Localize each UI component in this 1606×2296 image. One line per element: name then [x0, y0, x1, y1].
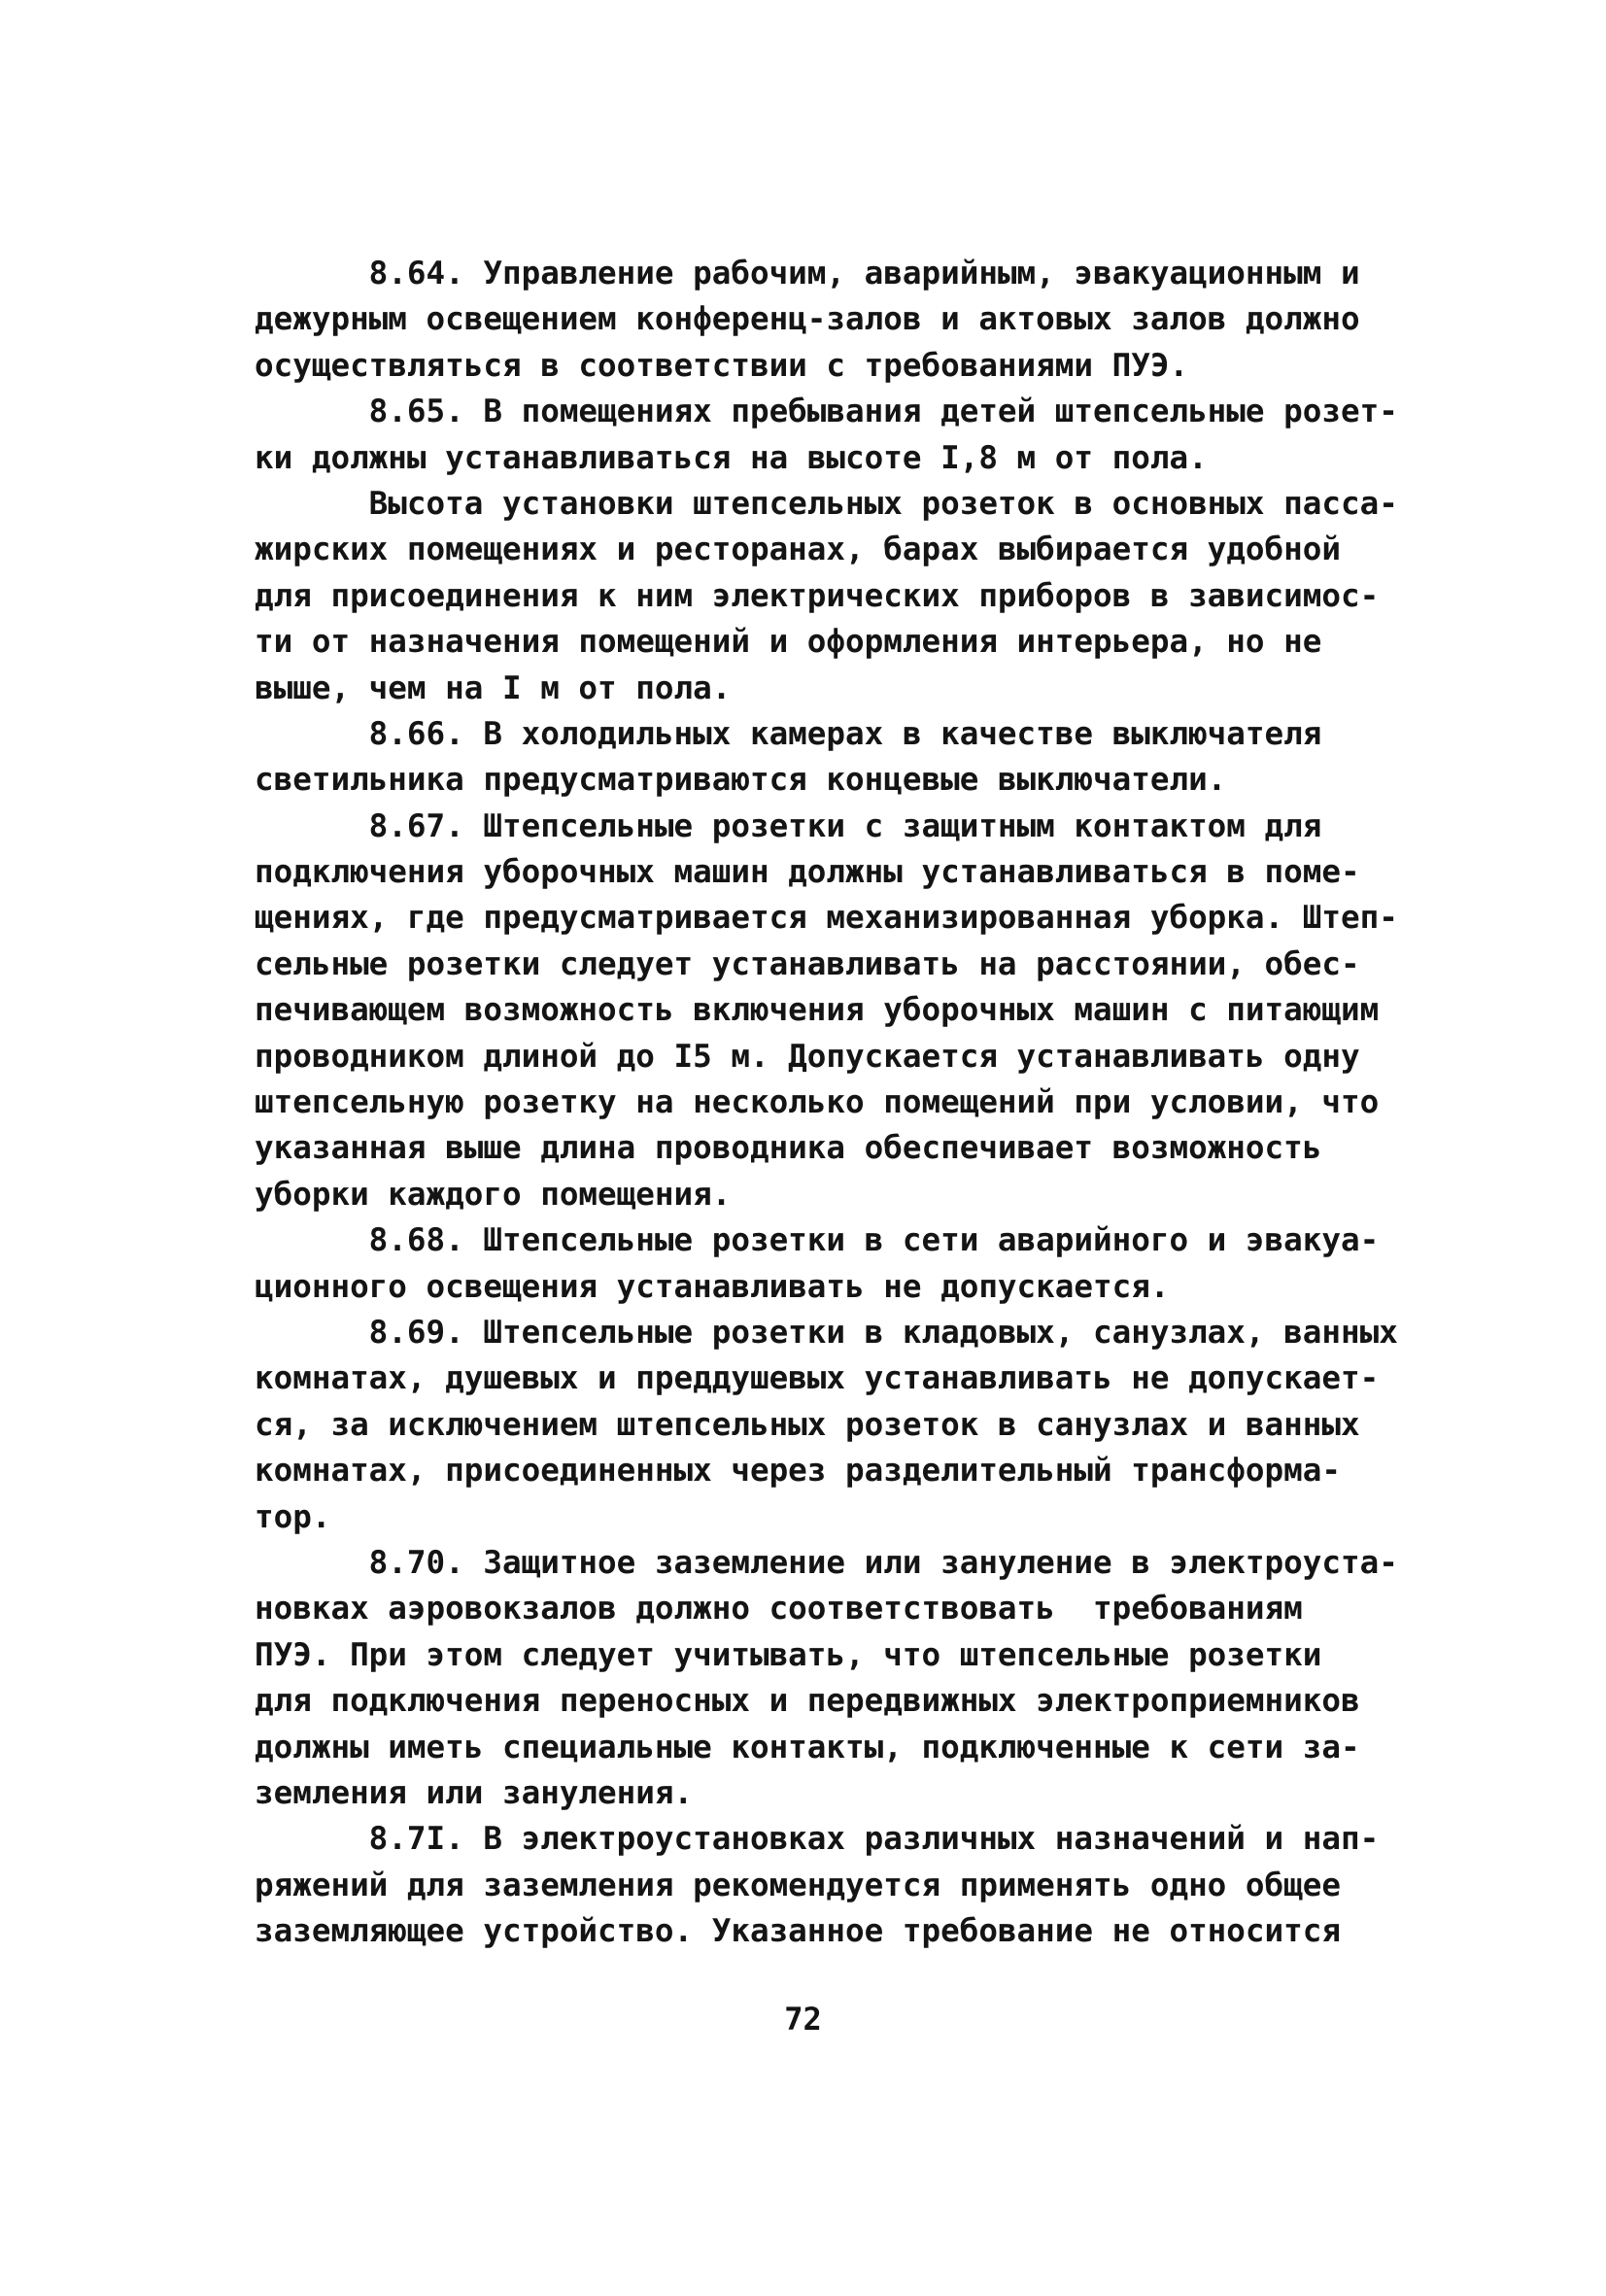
text-line: тор.: [255, 1497, 331, 1535]
page-number: 72: [784, 2001, 822, 2038]
text-line: щениях, где предусматривается механизированная уборка. Штеп-: [255, 899, 1398, 937]
text-line: заземляющее устройство. Указанное требование не относится: [255, 1912, 1341, 1950]
text-line: для присоединения к ним электрических приборов в зависимос-: [255, 576, 1380, 614]
text-line: 8.70. Защитное заземление или зануление в электроуста-: [255, 1543, 1398, 1581]
text-line: 8.68. Штепсельные розетки в сети аварийного и эвакуа-: [255, 1221, 1380, 1259]
text-line: выше, чем на I м от пола.: [255, 668, 732, 706]
text-line: 8.64. Управление рабочим, аварийным, эвакуационным и: [255, 255, 1360, 291]
text-line: печивающем возможность включения уборочных машин с питающим: [255, 991, 1380, 1029]
text-line: комнатах, присоединенных через разделительный трансформа-: [255, 1452, 1341, 1490]
body-text: [255, 251, 1398, 1954]
text-line: должны иметь специальные контакты, подключенные к сети за-: [255, 1728, 1360, 1765]
text-line: уборки каждого помещения.: [255, 1175, 732, 1213]
text-line: жирских помещениях и ресторанах, барах выбирается удобной: [255, 531, 1341, 568]
text-line: ти от назначения помещений и оформления интерьера, но не: [255, 623, 1322, 661]
text-line: для подключения переносных и передвижных электроприемников: [255, 1682, 1360, 1720]
text-line: 8.65. В помещениях пребывания детей штепсельные розет-: [255, 393, 1398, 430]
text-line: сельные розетки следует устанавливать на расстоянии, обес-: [255, 944, 1360, 982]
text-line: 8.69. Штепсельные розетки в кладовых, санузлах, ванных: [255, 1313, 1398, 1351]
text-line: светильника предусматриваются концевые выключатели.: [255, 761, 1227, 799]
text-line: указанная выше длина проводника обеспечивает возможность: [255, 1129, 1322, 1167]
text-line: дежурным освещением конференц-залов и актовых залов должно: [255, 300, 1360, 338]
text-line: земления или зануления.: [255, 1773, 694, 1811]
text-line: Высота установки штепсельных розеток в основных пасса-: [255, 484, 1398, 522]
text-line: комнатах, душевых и преддушевых устанавливать не допускает-: [255, 1359, 1380, 1397]
text-line: ряжений для заземления рекомендуется применять одно общее: [255, 1866, 1341, 1903]
text-line: подключения уборочных машин должны устанавливаться в поме-: [255, 853, 1360, 891]
text-line: новках аэровокзалов должно соответствовать требованиям: [255, 1590, 1303, 1628]
text-line: ПУЭ. При этом следует учитывать, что штепсельные розетки: [255, 1635, 1322, 1673]
text-line: ционного освещения устанавливать не допускается.: [255, 1267, 1170, 1305]
text-line: осуществляться в соответствии с требованиями ПУЭ.: [255, 346, 1189, 384]
text-line: 8.7I. В электроустановках различных назначений и нап-: [255, 1820, 1380, 1858]
text-line: 8.66. В холодильных камерах в качестве выключателя: [255, 714, 1322, 752]
text-line: 8.67. Штепсельные розетки с защитным контактом для: [255, 806, 1322, 844]
text-line: ся, за исключением штепсельных розеток в санузлах и ванных: [255, 1405, 1360, 1443]
text-line: проводником длиной до I5 м. Допускается устанавливать одну: [255, 1037, 1360, 1075]
text-line: штепсельную розетку на несколько помещений при условии, что: [255, 1083, 1380, 1121]
text-line: ки должны устанавливаться на высоте I,8 м от пола.: [255, 438, 1208, 476]
